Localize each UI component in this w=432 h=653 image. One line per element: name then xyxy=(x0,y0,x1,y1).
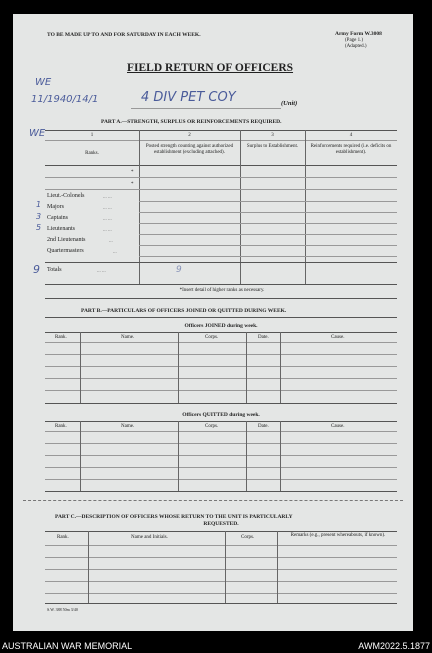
handwritten-count: 1 xyxy=(36,200,42,209)
col-name: Name. xyxy=(121,424,135,429)
rank-majors: Majors xyxy=(47,204,64,210)
handwritten-we: WE xyxy=(35,77,52,88)
adapted-text: (Adapted.) xyxy=(345,44,367,49)
handwritten-code: 11/1940/14/1 xyxy=(31,94,99,105)
caption-institution: AUSTRALIAN WAR MEMORIAL xyxy=(2,641,133,651)
col-name-initials: Name and Initials. xyxy=(131,535,168,540)
col-num: 1 xyxy=(90,133,94,138)
col-num: 2 xyxy=(188,133,191,138)
form-number: Army Form W.3008 xyxy=(335,31,382,37)
rank-2nd-lieutenants: 2nd Lieutenants xyxy=(47,237,86,243)
rank-captains: Captains xyxy=(47,215,68,221)
col-cause: Cause. xyxy=(331,424,345,429)
unit-line xyxy=(131,108,281,109)
star-mark: * xyxy=(131,182,134,187)
handwritten-we-2: WE xyxy=(29,128,46,139)
col-name: Name. xyxy=(121,335,135,340)
col-corps: Corps. xyxy=(205,424,219,429)
handwritten-total: 9 xyxy=(176,265,182,275)
page-number: (Page 1.) xyxy=(345,38,364,43)
col-head-posted: Posted strength counting against authorized establishment (excluding attached). xyxy=(145,144,234,155)
part-a-title: PART A.—STRENGTH, SURPLUS OR REINFORCEMENTS REQUIRED. xyxy=(101,119,282,125)
part-c-title: PART C.—DESCRIPTION OF OFFICERS WHOSE RETURN TO THE UNIT IS PARTICULARLY xyxy=(55,514,293,520)
handwritten-count: 3 xyxy=(36,212,42,221)
part-b-title: PART B.—PARTICULARS OF OFFICERS JOINED OR QUITTED DURING WEEK. xyxy=(81,308,287,314)
col-head-ranks: Ranks. xyxy=(85,151,99,156)
col-corps: Corps. xyxy=(205,335,219,340)
col-cause: Cause. xyxy=(331,335,345,340)
handwritten-count: 5 xyxy=(36,223,42,232)
quitted-heading: Officers QUITTED during week. xyxy=(182,412,260,418)
form-page: TO BE MADE UP TO AND FOR SATURDAY IN EACH WEEK. Army Form W.3008 (Page 1.) (Adapted.) FIELD RETURN OF OFFICERS WE 11/1940/14/1 4 DIV PET COY (Unit) WE PART A.—STRENGTH, SURPLUS OR REINFORCEMENTS REQUIRED. 1 2 3 4 Ranks. Posted strength counting against authorized establishment (excluding attached). Surplus to Establishment. Reinforcements required (i.e. deficits on establishment). * * Lieut.-Colonels ... ... Majors ... ... Captains ... ... Lieutenants ... ... 2nd Lieutenants ... Quartermasters ... Totals ... ... 1 3 5 9 9 *Insert detail of higher ranks as necessary. PART B.—PARTICULARS OF OFFICERS JOINED OR QUITTED DURING WEEK. Officers JOINED during week. Rank. Name. Corps. Date. Cause. Officers QUITTED during week. Rank. Name. Corps. Date. Cause. PART C.—DESCRIPTION OF OFFICERS WHOSE RETURN TO THE UNIT IS PARTICULARLY REQUESTED. Rank. Name and Initials. Corps. Remarks (e.g., present whereabouts, if known). S.W. 388 50m 3/40 xyxy=(13,14,413,631)
col-corps: Corps. xyxy=(241,535,255,540)
col-num: 3 xyxy=(271,133,274,138)
handwritten-total: 9 xyxy=(33,263,40,276)
perforation-line xyxy=(23,500,403,501)
rank-lieutenants: Lieutenants xyxy=(47,226,75,232)
col-head-reinforcements: Reinforcements required (i.e. deficits on establishment). xyxy=(310,144,392,155)
col-rank: Rank. xyxy=(57,535,69,540)
part-a-footnote: *Insert detail of higher ranks as necessary. xyxy=(179,288,265,293)
col-head-surplus: Surplus to Establishment. xyxy=(246,144,299,149)
joined-heading: Officers JOINED during week. xyxy=(184,323,258,329)
unit-label: (Unit) xyxy=(281,100,298,107)
instruction-text: TO BE MADE UP TO AND FOR SATURDAY IN EACH WEEK. xyxy=(47,32,201,38)
col-date: Date. xyxy=(258,424,269,429)
print-code: S.W. 388 50m 3/40 xyxy=(47,607,78,612)
col-remarks: Remarks (e.g., present whereabouts, if known). xyxy=(290,533,386,538)
totals-label: Totals xyxy=(47,267,62,273)
rank-quartermasters: Quartermasters xyxy=(47,248,84,254)
page-title: FIELD RETURN OF OFFICERS xyxy=(127,62,294,74)
col-num: 4 xyxy=(349,133,353,138)
rank-lieut-colonels: Lieut.-Colonels xyxy=(47,193,85,199)
handwritten-unit: 4 DIV PET COY xyxy=(141,90,236,105)
star-mark: * xyxy=(131,170,134,175)
part-c-title-2: REQUESTED. xyxy=(203,521,239,527)
col-rank: Rank. xyxy=(55,335,67,340)
col-rank: Rank. xyxy=(55,424,67,429)
caption-accession: AWM2022.5.1877 xyxy=(358,641,430,651)
col-date: Date. xyxy=(258,335,269,340)
archive-caption xyxy=(0,640,432,653)
